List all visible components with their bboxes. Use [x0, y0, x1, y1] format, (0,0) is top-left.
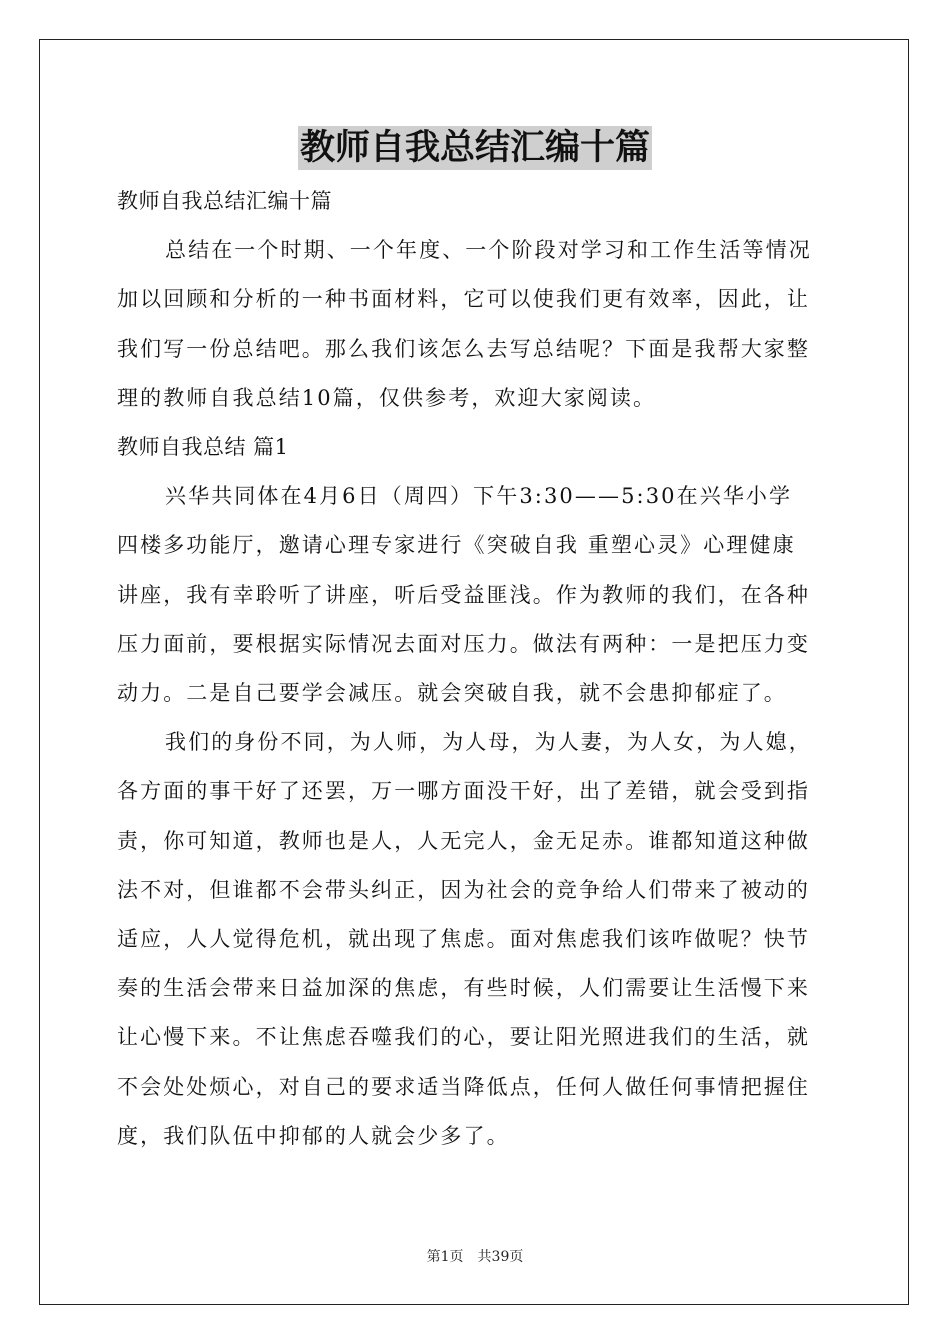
subtitle-line: 教师自我总结汇编十篇 [117, 189, 332, 213]
paragraph-line: 不会处处烦心，对自己的要求适当降低点，任何人做任何事情把握住 [117, 1074, 810, 1099]
paragraph-line: 压力面前，要根据实际情况去面对压力。做法有两种：一是把压力变 [117, 631, 810, 656]
intro-line: 理的教师自我总结10篇，仅供参考，欢迎大家阅读。 [117, 385, 657, 410]
paragraph-line: 责，你可知道，教师也是人，人无完人，金无足赤。谁都知道这种做 [117, 828, 810, 853]
paragraph-line: 兴华共同体在4月6日（周四）下午3:30——5:30在兴华小学 [165, 484, 793, 509]
paragraph-line: 讲座，我有幸聆听了讲座，听后受益匪浅。作为教师的我们，在各种 [117, 582, 810, 607]
paragraph-line: 各方面的事干好了还罢，万一哪方面没干好，出了差错，就会受到指 [117, 779, 810, 804]
paragraph-line: 度，我们队伍中抑郁的人就会少多了。 [117, 1123, 510, 1148]
paragraph-line: 动力。二是自己要学会减压。就会突破自我，就不会患抑郁症了。 [117, 681, 787, 706]
paragraph-line: 我们的身份不同，为人师，为人母，为人妻，为人女，为人媳， [165, 730, 812, 755]
section-heading: 教师自我总结 篇1 [117, 435, 289, 460]
title-area [0, 126, 950, 170]
intro-line: 我们写一份总结吧。那么我们该怎么去写总结呢？下面是我帮大家整 [117, 336, 810, 361]
page-footer [0, 1248, 950, 1266]
page-number: 第1页 共39页 [426, 1249, 524, 1265]
paragraph-line: 法不对，但谁都不会带头纠正，因为社会的竞争给人们带来了被动的 [117, 877, 810, 902]
paragraph-line: 奏的生活会带来日益加深的焦虑，有些时候，人们需要让生活慢下来 [117, 976, 810, 1001]
paragraph-line: 适应，人人觉得危机，就出现了焦虑。面对焦虑我们该咋做呢？快节 [117, 927, 810, 952]
paragraph-line: 四楼多功能厅，邀请心理专家进行《突破自我 重塑心灵》心理健康 [117, 533, 796, 558]
paragraph-line: 让心慢下来。不让焦虑吞噬我们的心，要让阳光照进我们的生活，就 [117, 1025, 810, 1050]
document-title: 教师自我总结汇编十篇 [299, 127, 650, 168]
intro-line: 总结在一个时期、一个年度、一个阶段对学习和工作生活等情况 [165, 238, 812, 263]
intro-line: 加以回顾和分析的一种书面材料，它可以使我们更有效率，因此，让 [117, 287, 810, 312]
document-body [117, 177, 831, 1161]
